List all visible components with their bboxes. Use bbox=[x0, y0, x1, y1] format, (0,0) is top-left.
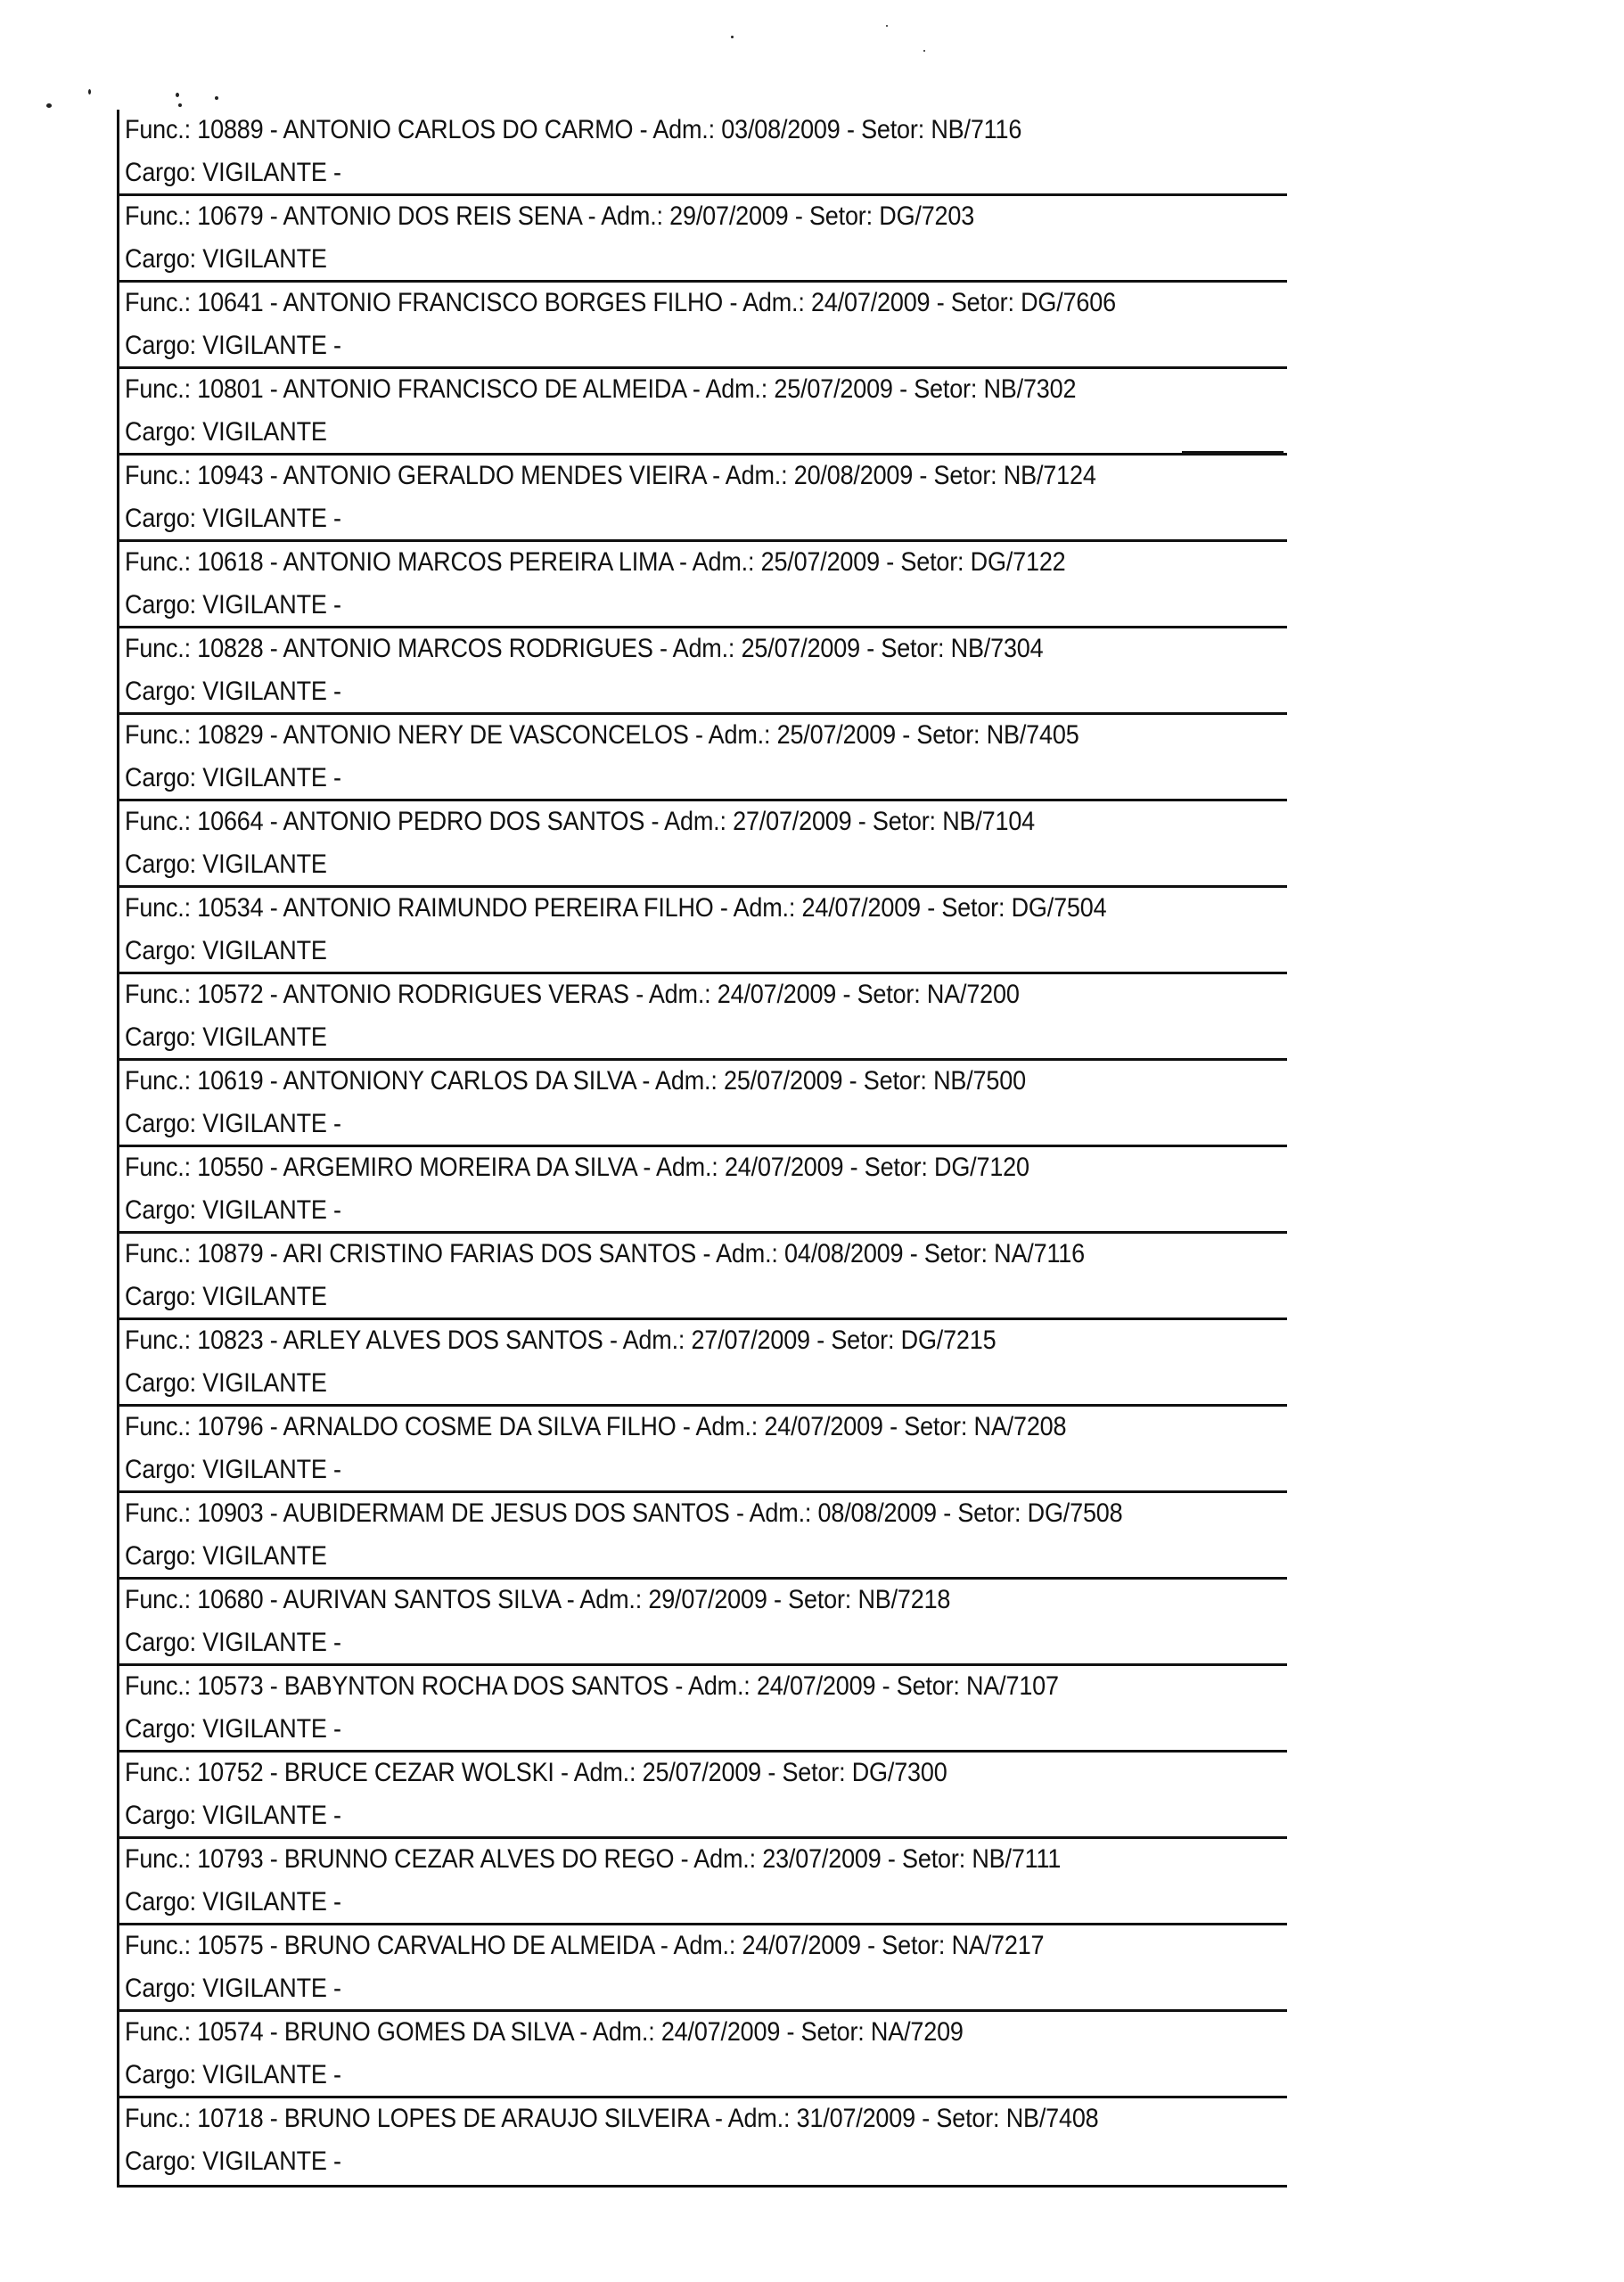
func-line: Func.: 10641 - ANTONIO FRANCISCO BORGES FILHO - Adm.: 24/07/2009 - Setor: DG/7606 bbox=[125, 288, 1116, 317]
employee-record bbox=[119, 1753, 1287, 1839]
func-line: Func.: 10828 - ANTONIO MARCOS RODRIGUES - Adm.: 25/07/2009 - Setor: NB/7304 bbox=[125, 634, 1044, 663]
admission-date: 29/07/2009 bbox=[669, 201, 789, 231]
adm-label: Adm.: bbox=[673, 1931, 736, 1960]
setor-label: Setor: bbox=[863, 1066, 927, 1096]
cargo-label: Cargo: bbox=[125, 1541, 196, 1571]
func-line: Func.: 10943 - ANTONIO GERALDO MENDES VIEIRA - Adm.: 20/08/2009 - Setor: NB/7124 bbox=[125, 461, 1096, 490]
admission-date: 24/07/2009 bbox=[801, 893, 921, 923]
employee-name: ANTONIO GERALDO MENDES VIEIRA bbox=[283, 461, 706, 490]
admission-date: 25/07/2009 bbox=[760, 547, 880, 577]
cargo-label: Cargo: bbox=[125, 2060, 196, 2089]
employee-name: BRUNO LOPES DE ARAUJO SILVEIRA bbox=[283, 2104, 709, 2133]
admission-date: 24/07/2009 bbox=[724, 1153, 844, 1182]
func-line: Func.: 10575 - BRUNO CARVALHO DE ALMEIDA - Adm.: 24/07/2009 - Setor: NA/7217 bbox=[125, 1931, 1045, 1960]
employee-name: BRUNO CARVALHO DE ALMEIDA bbox=[283, 1931, 654, 1960]
adm-label: Adm.: bbox=[727, 2104, 791, 2133]
cargo-label: Cargo: bbox=[125, 1974, 196, 2003]
employee-name: ANTONIO NERY DE VASCONCELOS bbox=[283, 720, 689, 750]
func-label: Func.: bbox=[125, 1412, 191, 1441]
employee-record bbox=[119, 2012, 1287, 2098]
employee-name: ANTONIO MARCOS PEREIRA LIMA bbox=[283, 547, 673, 577]
employee-name: AURIVAN SANTOS SILVA bbox=[283, 1585, 561, 1614]
func-label: Func.: bbox=[125, 1239, 191, 1268]
setor-label: Setor: bbox=[861, 115, 925, 144]
cargo-label: Cargo: bbox=[125, 1368, 196, 1398]
employee-id: 10679 bbox=[197, 201, 264, 231]
setor-code: DG/7203 bbox=[879, 201, 975, 231]
adm-label: Adm.: bbox=[749, 1498, 812, 1528]
setor-code: NA/7208 bbox=[973, 1412, 1067, 1441]
setor-code: DG/7300 bbox=[851, 1758, 947, 1787]
cargo-value: VIGILANTE - bbox=[202, 1455, 341, 1484]
employee-id: 10823 bbox=[197, 1326, 264, 1355]
func-label: Func.: bbox=[125, 461, 191, 490]
employee-id: 10534 bbox=[197, 893, 264, 923]
employee-record bbox=[119, 2098, 1287, 2188]
adm-label: Adm.: bbox=[664, 807, 726, 836]
func-line: Func.: 10801 - ANTONIO FRANCISCO DE ALMEIDA - Adm.: 25/07/2009 - Setor: NB/7302 bbox=[125, 374, 1077, 404]
setor-label: Setor: bbox=[882, 1931, 946, 1960]
func-label: Func.: bbox=[125, 288, 191, 317]
setor-label: Setor: bbox=[904, 1412, 968, 1441]
func-label: Func.: bbox=[125, 893, 191, 923]
func-label: Func.: bbox=[125, 807, 191, 836]
adm-label: Adm.: bbox=[648, 980, 711, 1009]
cargo-line bbox=[125, 1628, 341, 1658]
cargo-value: VIGILANTE - bbox=[202, 1714, 341, 1744]
employee-name: ANTONIONY CARLOS DA SILVA bbox=[283, 1066, 636, 1096]
employee-id: 10619 bbox=[197, 1066, 264, 1096]
setor-code: NA/7217 bbox=[951, 1931, 1045, 1960]
employee-id: 10829 bbox=[197, 720, 264, 750]
setor-label: Setor: bbox=[936, 2104, 1000, 2133]
admission-date: 24/07/2009 bbox=[811, 288, 931, 317]
setor-code: DG/7508 bbox=[1027, 1498, 1123, 1528]
adm-label: Adm.: bbox=[716, 1239, 778, 1268]
setor-label: Setor: bbox=[933, 461, 997, 490]
employee-name: ARGEMIRO MOREIRA DA SILVA bbox=[283, 1153, 637, 1182]
employee-record bbox=[119, 628, 1287, 715]
employee-name: ANTONIO FRANCISCO BORGES FILHO bbox=[283, 288, 724, 317]
func-line: Func.: 10793 - BRUNNO CEZAR ALVES DO REGO - Adm.: 23/07/2009 - Setor: NB/7111 bbox=[125, 1844, 1062, 1874]
employee-id: 10796 bbox=[197, 1412, 264, 1441]
setor-code: DG/7120 bbox=[934, 1153, 1029, 1182]
func-label: Func.: bbox=[125, 980, 191, 1009]
cargo-label: Cargo: bbox=[125, 504, 196, 533]
func-line: Func.: 10829 - ANTONIO NERY DE VASCONCELOS - Adm.: 25/07/2009 - Setor: NB/7405 bbox=[125, 720, 1079, 750]
cargo-line bbox=[125, 1282, 327, 1312]
func-line: Func.: 10619 - ANTONIONY CARLOS DA SILVA - Adm.: 25/07/2009 - Setor: NB/7500 bbox=[125, 1066, 1026, 1096]
employee-record bbox=[119, 715, 1287, 801]
setor-code: NB/7405 bbox=[986, 720, 1079, 750]
setor-code: NB/7302 bbox=[983, 374, 1077, 404]
func-line: Func.: 10879 - ARI CRISTINO FARIAS DOS SANTOS - Adm.: 04/08/2009 - Setor: NA/7116 bbox=[125, 1239, 1085, 1268]
admission-date: 23/07/2009 bbox=[762, 1844, 882, 1874]
cargo-line bbox=[125, 1541, 327, 1572]
cargo-value: VIGILANTE bbox=[202, 1368, 327, 1398]
cargo-value: VIGILANTE - bbox=[202, 1628, 341, 1657]
setor-code: NA/7200 bbox=[926, 980, 1020, 1009]
admission-date: 24/07/2009 bbox=[756, 1671, 876, 1701]
func-label: Func.: bbox=[125, 201, 191, 231]
func-line: Func.: 10664 - ANTONIO PEDRO DOS SANTOS - Adm.: 27/07/2009 - Setor: NB/7104 bbox=[125, 807, 1036, 836]
cargo-label: Cargo: bbox=[125, 590, 196, 620]
func-line: Func.: 10680 - AURIVAN SANTOS SILVA - Adm.: 29/07/2009 - Setor: NB/7218 bbox=[125, 1585, 951, 1614]
func-label: Func.: bbox=[125, 374, 191, 404]
cargo-label: Cargo: bbox=[125, 417, 196, 447]
employee-id: 10573 bbox=[197, 1671, 264, 1701]
setor-code: NB/7408 bbox=[1005, 2104, 1099, 2133]
adm-label: Adm.: bbox=[695, 1412, 759, 1441]
cargo-value: VIGILANTE - bbox=[202, 331, 341, 360]
func-line: Func.: 10752 - BRUCE CEZAR WOLSKI - Adm.: 25/07/2009 - Setor: DG/7300 bbox=[125, 1758, 947, 1787]
employee-record bbox=[119, 1320, 1287, 1407]
setor-label: Setor: bbox=[950, 288, 1014, 317]
employee-record bbox=[119, 1407, 1287, 1493]
admission-date: 24/07/2009 bbox=[764, 1412, 883, 1441]
cargo-value: VIGILANTE - bbox=[202, 1887, 341, 1917]
employee-name: ARLEY ALVES DOS SANTOS bbox=[283, 1326, 603, 1355]
employee-id: 10618 bbox=[197, 547, 264, 577]
func-line: Func.: 10574 - BRUNO GOMES DA SILVA - Adm.: 24/07/2009 - Setor: NA/7209 bbox=[125, 2017, 964, 2047]
adm-label: Adm.: bbox=[693, 1844, 756, 1874]
employee-id: 10641 bbox=[197, 288, 264, 317]
scan-speck bbox=[178, 103, 182, 107]
setor-label: Setor: bbox=[800, 2017, 865, 2047]
admission-date: 24/07/2009 bbox=[742, 1931, 861, 1960]
adm-label: Adm.: bbox=[742, 288, 805, 317]
setor-code: NB/7104 bbox=[942, 807, 1036, 836]
employee-id: 10574 bbox=[197, 2017, 264, 2047]
cargo-value: VIGILANTE - bbox=[202, 590, 341, 620]
setor-code: DG/7122 bbox=[970, 547, 1066, 577]
cargo-label: Cargo: bbox=[125, 1109, 196, 1138]
employee-id: 10801 bbox=[197, 374, 264, 404]
cargo-line bbox=[125, 1974, 341, 2004]
cargo-label: Cargo: bbox=[125, 158, 196, 187]
setor-label: Setor: bbox=[896, 1671, 960, 1701]
cargo-line bbox=[125, 936, 327, 966]
employee-id: 10664 bbox=[197, 807, 264, 836]
scan-speck bbox=[886, 25, 888, 27]
setor-label: Setor: bbox=[916, 720, 980, 750]
func-label: Func.: bbox=[125, 1498, 191, 1528]
setor-code: NB/7218 bbox=[857, 1585, 951, 1614]
cargo-label: Cargo: bbox=[125, 1195, 196, 1225]
cargo-label: Cargo: bbox=[125, 244, 196, 274]
cargo-label: Cargo: bbox=[125, 677, 196, 706]
employee-id: 10718 bbox=[197, 2104, 264, 2133]
func-label: Func.: bbox=[125, 1671, 191, 1701]
scan-speck bbox=[215, 96, 218, 100]
admission-date: 08/08/2009 bbox=[817, 1498, 937, 1528]
employee-record bbox=[119, 110, 1287, 196]
adm-label: Adm.: bbox=[692, 547, 755, 577]
employee-name: ARNALDO COSME DA SILVA FILHO bbox=[283, 1412, 677, 1441]
employee-name: ANTONIO RAIMUNDO PEREIRA FILHO bbox=[283, 893, 714, 923]
func-label: Func.: bbox=[125, 547, 191, 577]
employee-name: BABYNTON ROCHA DOS SANTOS bbox=[283, 1671, 669, 1701]
cargo-value: VIGILANTE bbox=[202, 1282, 327, 1311]
cargo-value: VIGILANTE - bbox=[202, 677, 341, 706]
scan-speck bbox=[46, 103, 52, 108]
func-line: Func.: 10718 - BRUNO LOPES DE ARAUJO SILVEIRA - Adm.: 31/07/2009 - Setor: NB/7408 bbox=[125, 2104, 1099, 2133]
employee-id: 10889 bbox=[197, 115, 264, 144]
admission-date: 25/07/2009 bbox=[741, 634, 860, 663]
scan-speck bbox=[923, 50, 925, 52]
cargo-line bbox=[125, 331, 341, 361]
cargo-label: Cargo: bbox=[125, 1282, 196, 1311]
cargo-line bbox=[125, 158, 341, 188]
cargo-line bbox=[125, 1195, 341, 1226]
adm-label: Adm.: bbox=[622, 1326, 685, 1355]
adm-label: Adm.: bbox=[708, 720, 771, 750]
setor-label: Setor: bbox=[872, 807, 936, 836]
employee-record bbox=[119, 1925, 1287, 2012]
func-label: Func.: bbox=[125, 1153, 191, 1182]
setor-label: Setor: bbox=[864, 1153, 928, 1182]
cargo-value: VIGILANTE bbox=[202, 417, 327, 447]
setor-label: Setor: bbox=[923, 1239, 988, 1268]
cargo-value: VIGILANTE bbox=[202, 244, 327, 274]
employee-name: ANTONIO PEDRO DOS SANTOS bbox=[283, 807, 645, 836]
func-line: Func.: 10572 - ANTONIO RODRIGUES VERAS - Adm.: 24/07/2009 - Setor: NA/7200 bbox=[125, 980, 1020, 1009]
employee-id: 10879 bbox=[197, 1239, 264, 1268]
employee-name: BRUNNO CEZAR ALVES DO REGO bbox=[283, 1844, 675, 1874]
employee-name: ANTONIO CARLOS DO CARMO bbox=[283, 115, 634, 144]
cargo-value: VIGILANTE - bbox=[202, 1195, 341, 1225]
cargo-value: VIGILANTE - bbox=[202, 2147, 341, 2176]
employee-name: AUBIDERMAM DE JESUS DOS SANTOS bbox=[283, 1498, 730, 1528]
cargo-value: VIGILANTE - bbox=[202, 1801, 341, 1830]
scan-speck bbox=[176, 93, 179, 97]
employee-record bbox=[119, 542, 1287, 628]
cargo-value: VIGILANTE bbox=[202, 936, 327, 965]
employee-name: ANTONIO MARCOS RODRIGUES bbox=[283, 634, 653, 663]
setor-code: NB/7116 bbox=[931, 115, 1022, 144]
employee-name: ARI CRISTINO FARIAS DOS SANTOS bbox=[283, 1239, 697, 1268]
func-line: Func.: 10573 - BABYNTON ROCHA DOS SANTOS - Adm.: 24/07/2009 - Setor: NA/7107 bbox=[125, 1671, 1059, 1701]
adm-label: Adm.: bbox=[652, 115, 715, 144]
setor-label: Setor: bbox=[914, 374, 978, 404]
cargo-line bbox=[125, 1801, 341, 1831]
setor-label: Setor: bbox=[782, 1758, 846, 1787]
employee-record-list bbox=[117, 110, 1287, 2188]
cargo-line bbox=[125, 1887, 341, 1917]
setor-label: Setor: bbox=[881, 634, 945, 663]
adm-label: Adm.: bbox=[725, 461, 788, 490]
admission-date: 25/07/2009 bbox=[776, 720, 896, 750]
employee-record bbox=[119, 1061, 1287, 1147]
employee-id: 10680 bbox=[197, 1585, 264, 1614]
cargo-line bbox=[125, 1022, 327, 1053]
cargo-line bbox=[125, 1455, 341, 1485]
admission-date: 24/07/2009 bbox=[717, 980, 837, 1009]
employee-id: 10903 bbox=[197, 1498, 264, 1528]
employee-name: ANTONIO FRANCISCO DE ALMEIDA bbox=[283, 374, 686, 404]
cargo-label: Cargo: bbox=[125, 1801, 196, 1830]
setor-code: NA/7107 bbox=[966, 1671, 1059, 1701]
employee-record bbox=[119, 283, 1287, 369]
adm-label: Adm.: bbox=[573, 1758, 636, 1787]
cargo-line bbox=[125, 244, 327, 275]
func-line: Func.: 10903 - AUBIDERMAM DE JESUS DOS SANTOS - Adm.: 08/08/2009 - Setor: DG/7508 bbox=[125, 1498, 1123, 1528]
setor-label: Setor: bbox=[788, 1585, 852, 1614]
employee-record bbox=[119, 1493, 1287, 1580]
employee-id: 10572 bbox=[197, 980, 264, 1009]
cargo-label: Cargo: bbox=[125, 850, 196, 879]
employee-record bbox=[119, 888, 1287, 974]
employee-record bbox=[119, 1580, 1287, 1666]
setor-label: Setor: bbox=[808, 201, 873, 231]
setor-code: NB/7500 bbox=[933, 1066, 1026, 1096]
employee-record bbox=[119, 369, 1287, 456]
employee-record bbox=[119, 974, 1287, 1061]
cargo-label: Cargo: bbox=[125, 1628, 196, 1657]
cargo-value: VIGILANTE - bbox=[202, 504, 341, 533]
admission-date: 31/07/2009 bbox=[796, 2104, 915, 2133]
admission-date: 25/07/2009 bbox=[642, 1758, 761, 1787]
cargo-value: VIGILANTE - bbox=[202, 1109, 341, 1138]
cargo-label: Cargo: bbox=[125, 1455, 196, 1484]
cargo-value: VIGILANTE - bbox=[202, 763, 341, 792]
func-line: Func.: 10534 - ANTONIO RAIMUNDO PEREIRA FILHO - Adm.: 24/07/2009 - Setor: DG/7504 bbox=[125, 893, 1107, 923]
admission-date: 03/08/2009 bbox=[721, 115, 841, 144]
cargo-value: VIGILANTE bbox=[202, 1541, 327, 1571]
scan-speck bbox=[731, 36, 734, 38]
cargo-line bbox=[125, 2147, 341, 2177]
adm-label: Adm.: bbox=[655, 1066, 718, 1096]
cargo-label: Cargo: bbox=[125, 2147, 196, 2176]
cargo-line bbox=[125, 590, 341, 620]
func-label: Func.: bbox=[125, 1931, 191, 1960]
employee-id: 10943 bbox=[197, 461, 264, 490]
setor-code: DG/7504 bbox=[1011, 893, 1107, 923]
cargo-label: Cargo: bbox=[125, 1887, 196, 1917]
func-label: Func.: bbox=[125, 1326, 191, 1355]
cargo-line bbox=[125, 1714, 341, 1744]
employee-id: 10793 bbox=[197, 1844, 264, 1874]
employee-id: 10828 bbox=[197, 634, 264, 663]
cargo-line bbox=[125, 504, 341, 534]
admission-date: 25/07/2009 bbox=[724, 1066, 843, 1096]
setor-label: Setor: bbox=[857, 980, 921, 1009]
admission-date: 04/08/2009 bbox=[784, 1239, 904, 1268]
employee-id: 10752 bbox=[197, 1758, 264, 1787]
employee-name: BRUNO GOMES DA SILVA bbox=[283, 2017, 573, 2047]
func-line: Func.: 10679 - ANTONIO DOS REIS SENA - Adm.: 29/07/2009 - Setor: DG/7203 bbox=[125, 201, 975, 231]
setor-label: Setor: bbox=[941, 893, 1005, 923]
cargo-value: VIGILANTE bbox=[202, 1022, 327, 1052]
cargo-line bbox=[125, 677, 341, 707]
setor-code: NA/7116 bbox=[994, 1239, 1085, 1268]
cargo-label: Cargo: bbox=[125, 763, 196, 792]
employee-id: 10550 bbox=[197, 1153, 264, 1182]
func-line: Func.: 10618 - ANTONIO MARCOS PEREIRA LIMA - Adm.: 25/07/2009 - Setor: DG/7122 bbox=[125, 547, 1066, 577]
employee-id: 10575 bbox=[197, 1931, 264, 1960]
func-line: Func.: 10823 - ARLEY ALVES DOS SANTOS - Adm.: 27/07/2009 - Setor: DG/7215 bbox=[125, 1326, 997, 1355]
func-label: Func.: bbox=[125, 2017, 191, 2047]
admission-date: 25/07/2009 bbox=[774, 374, 893, 404]
func-line: Func.: 10889 - ANTONIO CARLOS DO CARMO - Adm.: 03/08/2009 - Setor: NB/7116 bbox=[125, 115, 1022, 144]
setor-code: NB/7124 bbox=[1003, 461, 1096, 490]
setor-code: NA/7209 bbox=[870, 2017, 964, 2047]
admission-date: 29/07/2009 bbox=[648, 1585, 767, 1614]
setor-label: Setor: bbox=[831, 1326, 895, 1355]
cargo-label: Cargo: bbox=[125, 936, 196, 965]
func-label: Func.: bbox=[125, 1066, 191, 1096]
func-label: Func.: bbox=[125, 634, 191, 663]
func-line: Func.: 10550 - ARGEMIRO MOREIRA DA SILVA - Adm.: 24/07/2009 - Setor: DG/7120 bbox=[125, 1153, 1029, 1182]
setor-code: DG/7606 bbox=[1021, 288, 1116, 317]
setor-code: DG/7215 bbox=[900, 1326, 997, 1355]
employee-name: ANTONIO DOS REIS SENA bbox=[283, 201, 582, 231]
employee-record bbox=[119, 1839, 1287, 1925]
admission-date: 27/07/2009 bbox=[691, 1326, 810, 1355]
adm-label: Adm.: bbox=[733, 893, 796, 923]
func-label: Func.: bbox=[125, 1585, 191, 1614]
cargo-value: VIGILANTE bbox=[202, 850, 327, 879]
setor-label: Setor: bbox=[902, 1844, 966, 1874]
cargo-line bbox=[125, 1109, 341, 1139]
cargo-line bbox=[125, 417, 327, 447]
cargo-label: Cargo: bbox=[125, 1714, 196, 1744]
setor-code: NB/7304 bbox=[950, 634, 1044, 663]
employee-record bbox=[119, 1147, 1287, 1234]
adm-label: Adm.: bbox=[592, 2017, 655, 2047]
admission-date: 24/07/2009 bbox=[660, 2017, 781, 2047]
cargo-line bbox=[125, 763, 341, 793]
func-label: Func.: bbox=[125, 720, 191, 750]
cargo-value: VIGILANTE - bbox=[202, 1974, 341, 2003]
cargo-label: Cargo: bbox=[125, 1022, 196, 1052]
func-label: Func.: bbox=[125, 1844, 191, 1874]
adm-label: Adm.: bbox=[601, 201, 663, 231]
setor-code: NB/7111 bbox=[972, 1844, 1062, 1874]
cargo-line bbox=[125, 1368, 327, 1399]
adm-label: Adm.: bbox=[672, 634, 735, 663]
adm-label: Adm.: bbox=[579, 1585, 643, 1614]
employee-record bbox=[119, 801, 1287, 888]
cargo-value: VIGILANTE - bbox=[202, 158, 341, 187]
adm-label: Adm.: bbox=[687, 1671, 750, 1701]
admission-date: 27/07/2009 bbox=[733, 807, 852, 836]
employee-name: ANTONIO RODRIGUES VERAS bbox=[283, 980, 629, 1009]
func-label: Func.: bbox=[125, 1758, 191, 1787]
cargo-line bbox=[125, 850, 327, 880]
cargo-value: VIGILANTE - bbox=[202, 2060, 341, 2089]
cargo-label: Cargo: bbox=[125, 331, 196, 360]
adm-label: Adm.: bbox=[705, 374, 768, 404]
employee-record bbox=[119, 456, 1287, 542]
func-label: Func.: bbox=[125, 115, 191, 144]
employee-record bbox=[119, 1666, 1287, 1753]
employee-name: BRUCE CEZAR WOLSKI bbox=[283, 1758, 554, 1787]
func-label: Func.: bbox=[125, 2104, 191, 2133]
admission-date: 20/08/2009 bbox=[793, 461, 914, 490]
scan-speck bbox=[88, 89, 91, 94]
func-line: Func.: 10796 - ARNALDO COSME DA SILVA FILHO - Adm.: 24/07/2009 - Setor: NA/7208 bbox=[125, 1412, 1067, 1441]
setor-label: Setor: bbox=[900, 547, 964, 577]
employee-record bbox=[119, 196, 1287, 283]
adm-label: Adm.: bbox=[656, 1153, 718, 1182]
setor-label: Setor: bbox=[957, 1498, 1021, 1528]
cargo-line bbox=[125, 2060, 341, 2090]
employee-record bbox=[119, 1234, 1287, 1320]
